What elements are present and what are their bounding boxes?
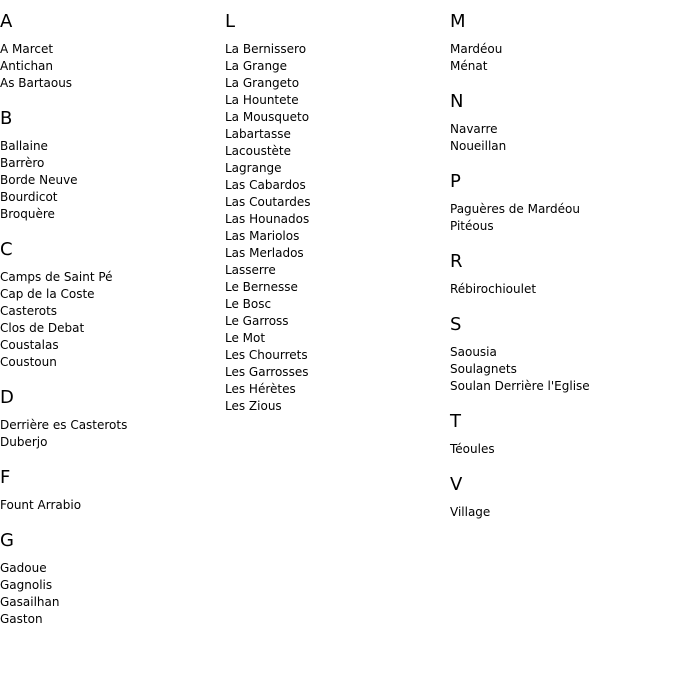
place-name: Coustoun [0,355,57,369]
place-name: Les Hérètes [225,382,296,396]
place-name: Las Mariolos [225,229,300,243]
place-name: Soulan Derrière l'Eglise [450,379,590,393]
letter-group [0,530,225,628]
letter-heading: C [0,239,13,260]
letter-group [450,411,675,458]
place-name: Labartasse [225,127,291,141]
letter-group [0,108,225,223]
place-name: Mardéou [450,42,503,56]
place-name: Village [450,505,491,519]
place-name: Borde Neuve [0,173,78,187]
letter-group [450,474,675,521]
place-name: Bourdicot [0,190,58,204]
place-name: Camps de Saint Pé [0,270,113,284]
letter-group [450,251,675,298]
place-name: Antichan [0,59,54,73]
place-name: As Bartaous [0,76,73,90]
place-list [0,417,225,451]
letter-heading: R [450,251,463,272]
place-name: Fount Arrabio [0,498,82,512]
letter-group [0,387,225,451]
place-name: Les Zious [225,399,282,413]
place-name: Le Garross [225,314,289,328]
place-list [450,344,675,395]
letter-heading: S [450,314,462,335]
place-name: Derrière es Casterots [0,418,128,432]
place-name: Gaston [0,612,43,626]
letter-group [450,91,675,155]
letter-group [450,314,675,395]
letter-group [225,11,450,415]
place-name: Les Garrosses [225,365,309,379]
place-name: Broquère [0,207,55,221]
place-name: Le Bernesse [225,280,298,294]
letter-group [0,467,225,514]
place-list [450,201,675,235]
place-name: Las Cabardos [225,178,306,192]
place-name: Le Bosc [225,297,272,311]
letter-heading: N [450,91,464,112]
letter-group [450,171,675,235]
place-name: Ballaine [0,139,48,153]
place-name: Las Coutardes [225,195,311,209]
place-name: Rébirochioulet [450,282,537,296]
place-name: Las Merlados [225,246,304,260]
place-name: Duberjo [0,435,48,449]
place-list [450,121,675,155]
place-name: Casterots [0,304,58,318]
place-name: Le Mot [225,331,266,345]
place-name: Soulagnets [450,362,517,376]
place-list [0,138,225,223]
place-list [450,41,675,75]
place-list [225,41,450,415]
place-name: Coustalas [0,338,59,352]
place-name: La Bernissero [225,42,307,56]
letter-heading: B [0,108,13,129]
place-list [450,441,675,458]
place-list [0,497,225,514]
letter-group [450,11,675,75]
place-list [0,560,225,628]
letter-group [0,239,225,371]
letter-heading: L [225,11,236,32]
place-name: Gadoue [0,561,47,575]
index-column-1 [0,0,225,628]
place-name: Las Hounados [225,212,310,226]
letter-heading: M [450,11,466,32]
place-name: La Grange [225,59,288,73]
letter-heading: G [0,530,14,551]
place-name: Lacoustète [225,144,292,158]
place-name: Paguères de Mardéou [450,202,580,216]
letter-heading: A [0,11,13,32]
place-name: Cap de la Coste [0,287,95,301]
letter-group [0,11,225,92]
place-name: Lasserre [225,263,276,277]
place-name: Saousia [450,345,497,359]
place-name: Les Chourrets [225,348,308,362]
place-name: Clos de Debat [0,321,85,335]
place-name: Gasailhan [0,595,60,609]
index-column-3 [450,0,675,521]
letter-heading: D [0,387,14,408]
place-name: Barrèro [0,156,45,170]
place-name: A Marcet [0,42,54,56]
place-name: Navarre [450,122,498,136]
letter-heading: F [0,467,11,488]
place-name: La Hountete [225,93,299,107]
place-name: Noueillan [450,139,507,153]
place-name: Gagnolis [0,578,53,592]
letter-heading: P [450,171,461,192]
index-column-2 [225,0,450,415]
place-name: La Mousqueto [225,110,310,124]
place-name: Téoules [450,442,495,456]
place-list [0,41,225,92]
letter-heading: T [450,411,461,432]
letter-heading: V [450,474,463,495]
place-name: La Grangeto [225,76,300,90]
place-list [450,281,675,298]
place-name: Ménat [450,59,488,73]
place-list [450,504,675,521]
place-list [0,269,225,371]
place-name: Lagrange [225,161,282,175]
place-name: Pitéous [450,219,494,233]
